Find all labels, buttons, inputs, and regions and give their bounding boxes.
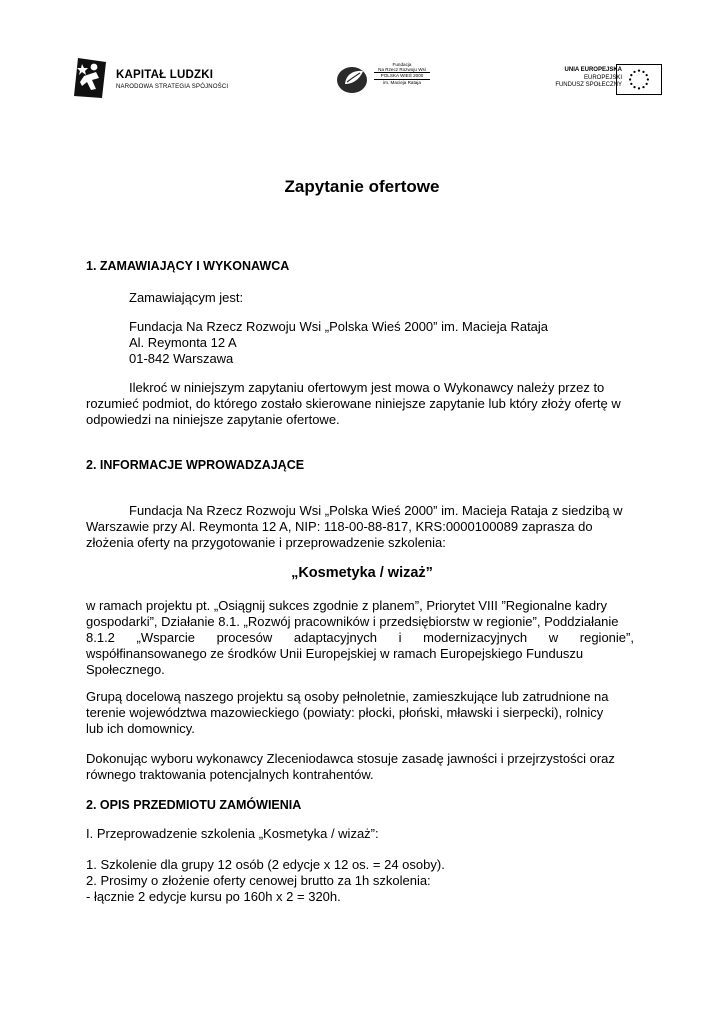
order-point: 2. Prosimy o złożenie oferty cenowej brutto za 1h szkolenia:	[86, 873, 431, 888]
fundacja-logo	[336, 60, 436, 96]
fundacja-logo-line: im. Macieja Rataja	[383, 79, 421, 85]
address-line: 01-842 Warszawa	[129, 351, 234, 366]
fundacja-logo-line: Na Rzecz Rozwoju Wsi	[378, 67, 426, 73]
paragraph-line: rozumieć podmiot, do którego zostało skierowane niniejsze zapytanie lub który złoży ofertę w	[86, 396, 621, 411]
eu-logo-line: UNIA EUROPEJSKA	[564, 67, 622, 73]
paragraph-line: Grupą docelową naszego projektu są osoby pełnoletnie, zamieszkujące lub zatrudnione na	[86, 689, 609, 704]
fundacja-leaf-icon	[336, 62, 372, 94]
address-line: Fundacja Na Rzecz Rozwoju Wsi „Polska Wieś 2000” im. Macieja Rataja	[129, 319, 549, 334]
section-heading: 2. OPIS PRZEDMIOTU ZAMÓWIENIA	[86, 798, 302, 812]
fundacja-logo-text	[374, 62, 430, 85]
kapital-ludzki-title: KAPITAŁ LUDZKI	[116, 69, 214, 81]
order-point: 1. Szkolenie dla grupy 12 osób (2 edycje x 12 os. = 24 osoby).	[86, 857, 445, 872]
paragraph-line: Dokonując wyboru wykonawcy Zleceniodawca stosuje zasadę jawności i przejrzystości oraz	[86, 751, 615, 766]
paragraph-line: terenie województwa mazowieckiego (powiaty: płocki, płoński, mławski i sierpecki), rolnicy	[86, 705, 604, 720]
address-line: Al. Reymonta 12 A	[129, 335, 237, 350]
order-item: I. Przeprowadzenie szkolenia „Kosmetyka / wizaż”:	[86, 826, 379, 841]
paragraph-line: współfinansowanego ze środków Unii Europejskiej w ramach Europejskiego Funduszu	[86, 646, 584, 661]
paragraph-line: Ilekroć w niniejszym zapytaniu ofertowym jest mowa o Wykonawcy należy przez to	[129, 380, 605, 395]
paragraph-line: lub ich domownicy.	[86, 721, 195, 736]
orderer-intro: Zamawiającym jest:	[129, 290, 244, 305]
contractor-definition	[86, 380, 638, 428]
project-paragraph	[86, 598, 638, 678]
section-heading: 1. ZAMAWIAJĄCY I WYKONAWCA	[86, 259, 290, 273]
fundacja-logo-line: POLSKA WIEŚ 2000	[374, 72, 430, 79]
paragraph-line: Fundacja Na Rzecz Rozwoju Wsi „Polska Wieś 2000” im. Macieja Rataja z siedzibą w	[129, 503, 623, 518]
course-title: „Kosmetyka / wizaż”	[291, 565, 433, 581]
fundacja-logo-line: Fundacja	[392, 62, 412, 67]
document-title: Zapytanie ofertowe	[284, 177, 440, 196]
paragraph-line: równego traktowania potencjalnych kontrahentów.	[86, 767, 374, 782]
eu-logo-line: EUROPEJSKI	[583, 74, 622, 81]
paragraph-line: Społecznego.	[86, 662, 165, 677]
kapital-ludzki-subtitle: NARODOWA STRATEGIA SPÓJNOŚCI	[116, 84, 229, 90]
target-group-paragraph	[86, 689, 638, 737]
eu-logo-line: FUNDUSZ SPOŁECZNY	[555, 82, 622, 89]
paragraph-line: gospodarki”, Działanie 8.1. „Rozwój pracowników i przedsiębiorstw w regionie”, Poddziałanie	[86, 614, 619, 629]
paragraph-line: złożenia oferty na przygotowanie i przeprowadzenie szkolenia:	[86, 535, 446, 550]
eu-logo-text	[555, 67, 622, 90]
kapital-ludzki-emblem-icon	[72, 56, 110, 100]
paragraph-line: w ramach projektu pt. „Osiągnij sukces zgodnie z planem”, Priorytet VIII ”Regionalne kadry	[86, 598, 607, 613]
eu-logo	[538, 62, 662, 96]
paragraph-line: 8.1.2 „Wsparcie procesów adaptacyjnych i modernizacyjnych w regionie”,	[86, 630, 634, 645]
kapital-ludzki-logo	[72, 56, 242, 100]
invitation-paragraph	[86, 503, 638, 551]
paragraph-line: odpowiedzi na niniejsze zapytanie ofertowe.	[86, 412, 340, 427]
order-point: - łącznie 2 edycje kursu po 160h x 2 = 320h.	[86, 889, 341, 904]
eu-flag-icon	[616, 64, 662, 95]
section-heading: 2. INFORMACJE WPROWADZAJĄCE	[86, 458, 305, 472]
paragraph-line: Warszawie przy Al. Reymonta 12 A, NIP: 118-00-88-817, KRS:0000100089 zaprasza do	[86, 519, 593, 534]
selection-paragraph	[86, 751, 638, 783]
